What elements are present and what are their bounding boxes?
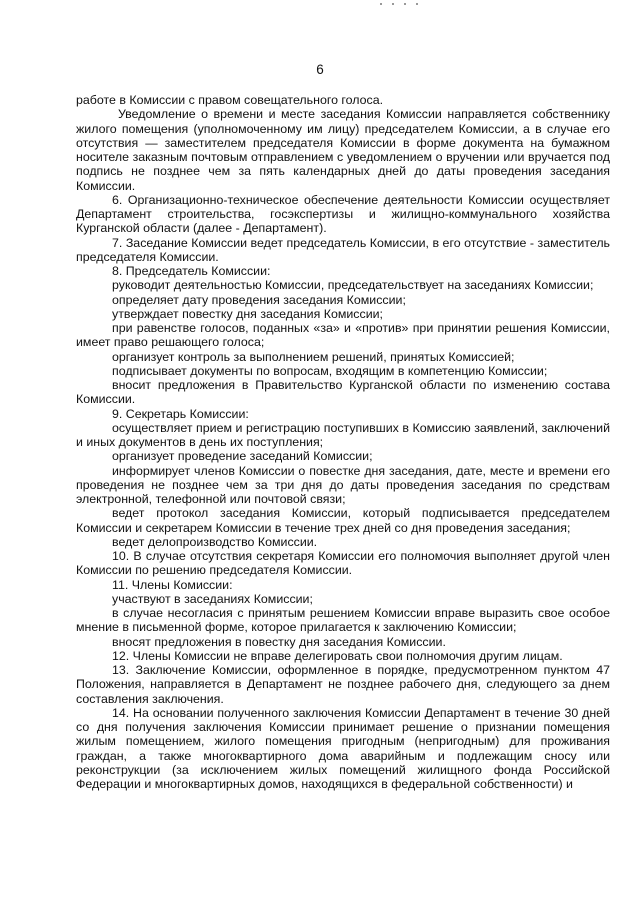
paragraph: информирует членов Комиссии о повестке дня заседания, дате, месте и времени его проведения не позднее чем за три дня до даты проведения заседания по средствам электронной, телефонной или почтовой связи;: [76, 463, 610, 506]
paragraph: 9. Секретарь Комиссии:: [112, 406, 249, 421]
paragraph: вносят предложения в повестку дня заседания Комиссии.: [112, 634, 446, 649]
paragraph: Уведомление о времени и месте заседания Комиссии направляется собственнику жилого помещения (уполномоченному им лицу) председателем Комиссии, а в случае его отсутствия — заместителем председателя Комиссии в форме документа на бумажном носителе заказным почтовым отправлением с уведомлением о вручении или вручается под подпись не позднее чем за пять календарных дней до даты проведения заседания Комиссии.: [76, 107, 610, 193]
paragraph: определяет дату проведения заседания Комиссии;: [112, 292, 406, 307]
page-number: 6: [316, 62, 324, 77]
paragraph: 8. Председатель Комиссии:: [112, 264, 271, 278]
paragraph: участвуют в заседаниях Комиссии;: [112, 591, 313, 606]
scan-artifact-dots: [380, 3, 470, 9]
paragraph: утверждает повестку дня заседания Комиссии;: [112, 306, 383, 321]
paragraph: работе в Комиссии с правом совещательного голоса.: [76, 93, 384, 107]
paragraph: организует контроль за выполнением решений, принятых Комиссией;: [112, 349, 515, 364]
paragraph: осуществляет прием и регистрацию поступивших в Комиссию заявлений, заключений и иных документов в день их поступления;: [76, 420, 610, 449]
paragraph: 12. Члены Комиссии не вправе делегировать свои полномочия другим лицам.: [112, 648, 563, 663]
paragraph: организует проведение заседаний Комиссии;: [112, 449, 373, 464]
paragraph: ведет протокол заседания Комиссии, который подписывается председателем Комиссии и секретарем Комиссии в течение трех дней со дня проведения заседания;: [76, 506, 610, 535]
paragraph: 10. В случае отсутствия секретаря Комиссии его полномочия выполняет другой член Комиссии по решению председателя Комиссии.: [76, 549, 610, 578]
paragraph: руководит деятельностью Комиссии, председательствует на заседаниях Комиссии;: [112, 278, 594, 293]
paragraph: вносит предложения в Правительство Курганской области по изменению состава Комиссии.: [76, 378, 610, 407]
paragraph: 6. Организационно-техническое обеспечение деятельности Комиссии осуществляет Департамент строительства, госэкспертизы и жилищно-коммунального хозяйства Курганской области (далее - Департамент).: [76, 192, 610, 236]
paragraph: 11. Члены Комиссии:: [112, 577, 233, 592]
paragraph: ведет делопроизводство Комиссии.: [112, 534, 318, 549]
paragraph: 7. Заседание Комиссии ведет председатель Комиссии, в его отсутствие - заместитель председателя Комиссии.: [76, 235, 610, 264]
paragraph: 14. На основании полученного заключения Комиссии Департамент в течение 30 дней со дня получения заключения Комиссии принимает решение о признании помещения жилым помещением, жилого помещения пригодным (непригодным) для проживания граждан, а также многоквартирного дома аварийным и подлежащим сносу или реконструкции (за исключением жилых помещений жилищного фонда Российской Федерации и многоквартирных домов, находящихся в федеральной собственности) и: [76, 705, 610, 791]
paragraph: подписывает документы по вопросам, входящим в компетенцию Комиссии;: [112, 363, 548, 378]
paragraph: 13. Заключение Комиссии, оформленное в порядке, предусмотренном пунктом 47 Положения, направляется в Департамент не позднее рабочего дня, следующего за днем составления заключения.: [76, 663, 610, 706]
paragraph: в случае несогласия с принятым решением Комиссии вправе выразить свое особое мнение в письменной форме, которое прилагается к заключению Комиссии;: [76, 606, 610, 635]
document-body: [76, 93, 610, 791]
paragraph: при равенстве голосов, поданных «за» и «против» при принятии решения Комиссии, имеет право решающего голоса;: [76, 321, 610, 350]
